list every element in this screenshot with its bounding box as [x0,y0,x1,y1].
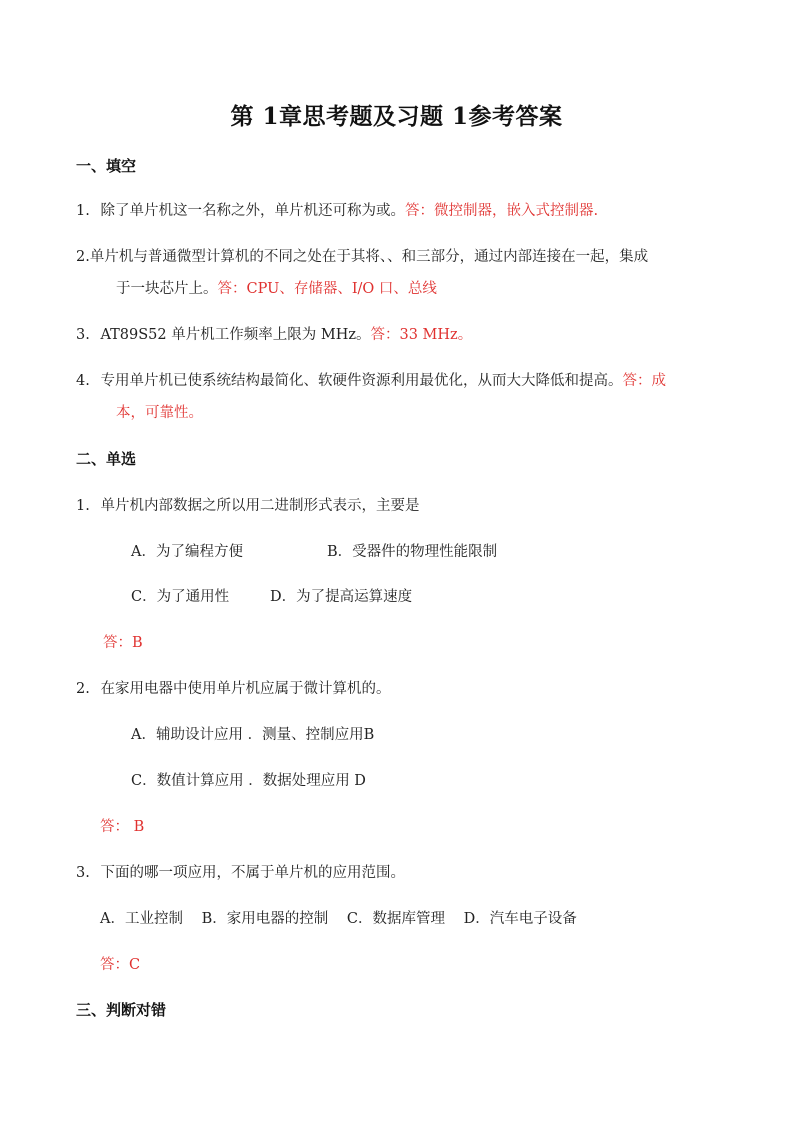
option-c: C．为了通用性 [131,589,230,605]
answer-text: 答：B [103,635,143,651]
choice-question-3 [76,861,405,882]
fill-question-3 [76,323,472,344]
section-heading-fill-in: 一、填空 [76,157,137,175]
answer-text: 答： B [100,819,145,835]
answer-text: 答：微控制器，嵌入式控制器. [404,203,599,219]
question-text: 专用单片机已使系统结构最简化、软硬件资源利用最优化，从而大大降低和提高。 [100,373,623,389]
answer-text: 答：33 MHz。 [370,327,473,343]
question-number: 2. [76,249,90,265]
page-title: 第 1章思考题及习题 1参考答案 [230,103,563,130]
question-number: 4. [76,373,90,389]
option-a: A．工业控制 [100,911,183,927]
question-number: 3. [76,865,90,881]
option-d: D．为了提高运算速度 [270,589,413,605]
choice-question-2 [76,677,390,698]
option-b: B．受器件的物理性能限制 [327,544,498,560]
section-heading-single-choice: 二、单选 [76,450,137,468]
question-text: 于一块芯片上。 [116,281,218,297]
fill-question-2-line-2 [116,277,437,298]
fill-question-4-line-1 [76,369,666,390]
section-heading-true-false: 三、判断对错 [76,1001,167,1019]
question-number: 1. [76,203,90,219]
question-text: 单片机内部数据之所以用二进制形式表示，主要是 [100,498,420,514]
question-text: 单片机与普通微型计算机的不同之处在于其将、、和三部分，通过内部连接在一起，集成 [89,249,649,265]
answer-text: 答：C [100,957,141,973]
option-d: D．汽车电子设备 [463,911,577,927]
option-a: A．为了编程方便 [131,544,243,560]
option-b: B．家用电器的控制 [201,911,329,927]
fill-question-4-line-2: 本，可靠性。 [116,405,203,421]
fill-question-2-line-1 [76,245,648,266]
question-number: 1. [76,498,90,514]
question-number: 3. [76,327,90,343]
question-text: AT89S52 单片机工作频率上限为 MHz。 [100,327,371,343]
options-row [100,907,577,928]
answer-text: 答：成 [622,373,666,389]
option-c: C．数据库管理 [346,911,445,927]
option-row-cd: C．数值计算应用 ．数据处理应用 D [131,773,366,789]
option-row-ab: A．辅助设计应用 ．测量、控制应用B [131,727,375,743]
question-number: 2. [76,681,90,697]
choice-question-1 [76,494,419,515]
question-text: 在家用电器中使用单片机应属于微计算机的。 [100,681,391,697]
question-text: 下面的哪一项应用，不属于单片机的应用范围。 [100,865,405,881]
fill-question-1 [76,199,598,220]
question-text: 除了单片机这一名称之外，单片机还可称为或。 [100,203,405,219]
answer-text: 答：CPU、存储器、I/O 口、总线 [217,281,437,297]
